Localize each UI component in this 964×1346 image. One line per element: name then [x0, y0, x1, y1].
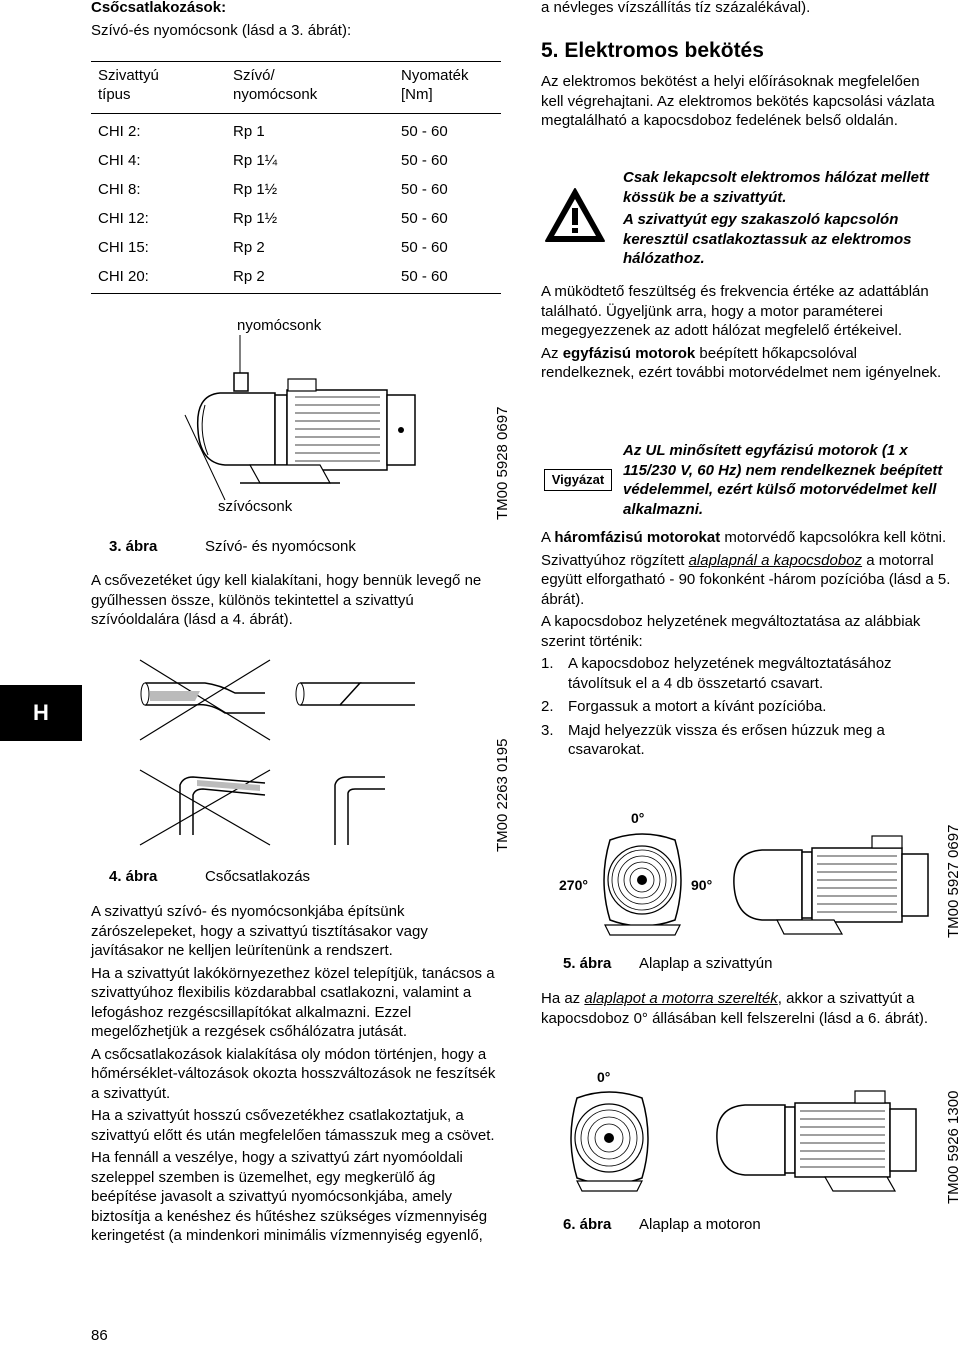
table-row: [98, 233, 508, 262]
step-number: 3.: [541, 721, 554, 739]
fig5-number: 5. ábra: [563, 955, 612, 972]
table-row: [98, 204, 508, 233]
pipe-paragraph: A csővezetéket úgy kell kialakítani, hogy bennük levegő ne gyűlhessen össze, különös tekintettel a szivattyú szívóoldalára (lásd a 4. ábrát).: [91, 572, 482, 628]
fig5-deg-right: 90°: [691, 877, 713, 893]
rotate-paragraph: [541, 551, 951, 610]
pipe-connection-drawing: [135, 655, 495, 855]
pump-front-drawing: [595, 830, 690, 940]
fig3-label-discharge: nyomócsonk: [237, 317, 322, 334]
fig5-caption-text: Alaplap a szivattyún: [639, 955, 773, 972]
table-header: [98, 66, 501, 116]
table-top-rule: [91, 61, 501, 62]
fig3-code: TM00 5928 0697: [494, 406, 511, 520]
section5-heading: 5. Elektromos bekötés: [541, 39, 764, 62]
col-head-port: Szívó/ nyomócsonk: [233, 67, 318, 103]
pump-motor-drawing: [722, 830, 937, 940]
paragraph-vibration: Ha a szivattyút lakókörnyezethez közel telepítjük, tanácsos a szivattyúhoz flexibilis közdarabbal csatlakozni, valamint a lefogáshoz rezgéscsillapítókat alkalmazni. Ezzel megelőzhetjük a rezgések csőhálózatra jutását.: [91, 964, 495, 1040]
caution-badge: Vigyázat: [544, 469, 612, 491]
text: Ha az: [541, 990, 585, 1007]
continued-line: a névleges vízszállítás tíz százalékával).: [541, 0, 811, 16]
cell: CHI 8:: [98, 180, 141, 198]
step-text: Forgassuk a motort a kívánt pozícióba.: [568, 698, 827, 715]
fig4-number: 4. ábra: [109, 868, 158, 885]
cell: CHI 15:: [98, 238, 149, 256]
fig3-number: 3. ábra: [109, 538, 158, 555]
table-row: [98, 262, 508, 291]
change-paragraph: A kapocsdoboz helyzetének megváltoztatása az alábbiak szerint történik:: [541, 613, 921, 650]
right-body-text-2: [541, 528, 951, 764]
cell: CHI 12:: [98, 209, 149, 227]
electrical-intro: Az elektromos bekötést a helyi előírásoknak megfelelően kell végrehajtani. Az elektromos bekötés kapcsolási vázlata megtalálható a kapocsdoboz fedelének belső oldalán.: [541, 73, 935, 129]
fig6-number: 6. ábra: [563, 1216, 612, 1233]
three-phase-paragraph: [541, 528, 951, 548]
list-item: [541, 721, 951, 760]
pump-side-drawing: [180, 335, 480, 515]
fig4-caption-text: Csőcsatlakozás: [205, 868, 311, 885]
pump-motor-drawing-2: [705, 1085, 930, 1200]
fig5-caption: [563, 954, 772, 974]
step-text: Majd helyezzük vissza és erősen húzzuk meg a csavarokat.: [568, 721, 885, 758]
cell: CHI 4:: [98, 151, 141, 169]
cell: CHI 20:: [98, 267, 149, 285]
fig4-caption: [109, 867, 310, 887]
cell: CHI 2:: [98, 122, 141, 140]
text: Az: [541, 344, 563, 362]
table-mid-rule: [91, 113, 501, 114]
table-row: [98, 175, 508, 204]
list-item: [541, 697, 951, 717]
fig4-code: TM00 2263 0195: [494, 738, 511, 852]
fig6-code: TM00 5926 1300: [945, 1090, 962, 1204]
step-number: 2.: [541, 698, 554, 715]
motor-baseplate-paragraph: [541, 989, 946, 1028]
torque-table-body: [98, 117, 508, 291]
table-row: [98, 146, 508, 175]
fig5-deg-top: 0°: [631, 810, 645, 826]
warning-line-1: Csak lekapcsolt elektromos hálózat mellett kössük be a szivattyút.: [623, 169, 929, 206]
fig6-caption-text: Alaplap a motoron: [639, 1216, 761, 1233]
cell: 50 - 60: [401, 122, 448, 140]
step-text: A kapocsdoboz helyzetének megváltoztatásához távolítsuk el a 4 db összetartó csavart.: [568, 655, 892, 692]
section-title: Csőcsatlakozások:: [91, 0, 227, 16]
language-tab: H: [0, 685, 82, 741]
fig5-deg-left: 270°: [559, 877, 588, 893]
paragraph-bypass: Ha fennáll a veszélye, hogy a szivattyú zárt nyomóoldali szeleppel szemben is üzemelhet, egy megkerülő ág beépítése javasolt a szivattyú nyomócsonkjába, amely biztosítja a kenéshez és hűtéshez szükséges vízmennyiség keringetést (a mindenkori minimális vízmennyiség egyenlő,: [91, 1149, 488, 1244]
step-number: 1.: [541, 655, 554, 672]
col-head-type: Szivattyú típus: [98, 67, 159, 103]
right-body-text: [541, 282, 951, 383]
text-bold: háromfázisú motorokat: [554, 529, 721, 546]
pump-front-drawing-2: [562, 1088, 657, 1193]
warning-text: [623, 168, 953, 269]
caution-text: Az UL minősített egyfázisú motorok (1 x 115/230 V, 60 Hz) nem rendelkeznek beépített védelemmel, ezért külső motorvédelmet kell alkalmazni.: [623, 442, 943, 518]
cell: 50 - 60: [401, 238, 448, 256]
left-body-text: [91, 902, 501, 1246]
fig3-label-suction: szívócsonk: [218, 498, 293, 515]
table-bottom-rule: [91, 293, 501, 294]
cell: 50 - 60: [401, 151, 448, 169]
cell: 50 - 60: [401, 209, 448, 227]
text: , akkor a szivattyút a kapocsdoboz 0° állásában kell felszerelni (lásd a 6. ábrát).: [541, 990, 929, 1027]
text-italic: alaplapnál a kapocsdoboz: [688, 551, 863, 569]
steps-list: [541, 654, 951, 760]
cell: 50 - 60: [401, 267, 448, 285]
cell: Rp 1½: [233, 209, 278, 227]
text: motorvédő kapcsolókra kell kötni.: [720, 529, 947, 546]
text: A: [541, 529, 555, 546]
fig6-deg-top: 0°: [597, 1069, 611, 1085]
text: a motorral együtt elforgatható - 90 fokonként -három pozícióba (lásd a 5. ábrát).: [541, 551, 951, 608]
fig3-caption-text: Szívó- és nyomócsonk: [205, 538, 356, 555]
page-number: 86: [91, 1327, 108, 1344]
col-head-torque: Nyomaték [Nm]: [401, 67, 469, 103]
fig6-caption: [563, 1215, 761, 1235]
cell: Rp 1½: [233, 180, 278, 198]
torque-table: [98, 66, 501, 116]
fig5-code: TM00 5927 0697: [945, 824, 962, 938]
table-row: [98, 117, 508, 146]
text: beépített hőkapcsolóval rendelkeznek, ezért további motorvédelmet nem igényelnek.: [541, 344, 942, 381]
cell: Rp 2: [233, 267, 265, 285]
paragraph-support: Ha a szivattyút hosszú csővezetékhez csatlakoztatjuk, a szivattyú előtt és után megfelelően támasszuk meg a csövet.: [91, 1107, 495, 1144]
single-phase-paragraph: [541, 344, 951, 383]
paragraph-thermal: A csőcsatlakozások kialakítása oly módon történjen, hogy a hőmérséklet-változások okozta hosszváltozások ne feszítsék a szivattyút.: [91, 1045, 496, 1102]
list-item: [541, 654, 951, 693]
fig3-caption: [109, 537, 356, 557]
cell: Rp 1: [233, 122, 265, 140]
voltage-paragraph: A müködtető feszültség és frekvencia értéke az adattáblán található. Ügyeljünk arra, hogy a motor paraméterei megegyezzenek az adott hálózat megfelelő értékeivel.: [541, 283, 929, 339]
warning-line-2: A szivattyút egy szakaszoló kapcsolón keresztül csatlakoztassuk az elektromos hálózathoz.: [623, 211, 912, 267]
section-subtitle: Szívó-és nyomócsonk (lásd a 3. ábrát):: [91, 22, 352, 39]
text-italic: alaplapot a motorra szerelték: [584, 990, 778, 1007]
cell: Rp 1¼: [233, 151, 278, 169]
cell: 50 - 60: [401, 180, 448, 198]
warning-icon: [543, 186, 607, 244]
paragraph-valves: A szivattyú szívó- és nyomócsonkjába építsünk zárószelepeket, hogy a szivattyú tisztításakor vagy javításakor ne kelljen leürítenünk a rendszert.: [91, 903, 428, 959]
text-bold: egyfázisú motorok: [562, 344, 696, 362]
cell: Rp 2: [233, 238, 265, 256]
text: Szivattyúhoz rögzített: [541, 551, 689, 569]
